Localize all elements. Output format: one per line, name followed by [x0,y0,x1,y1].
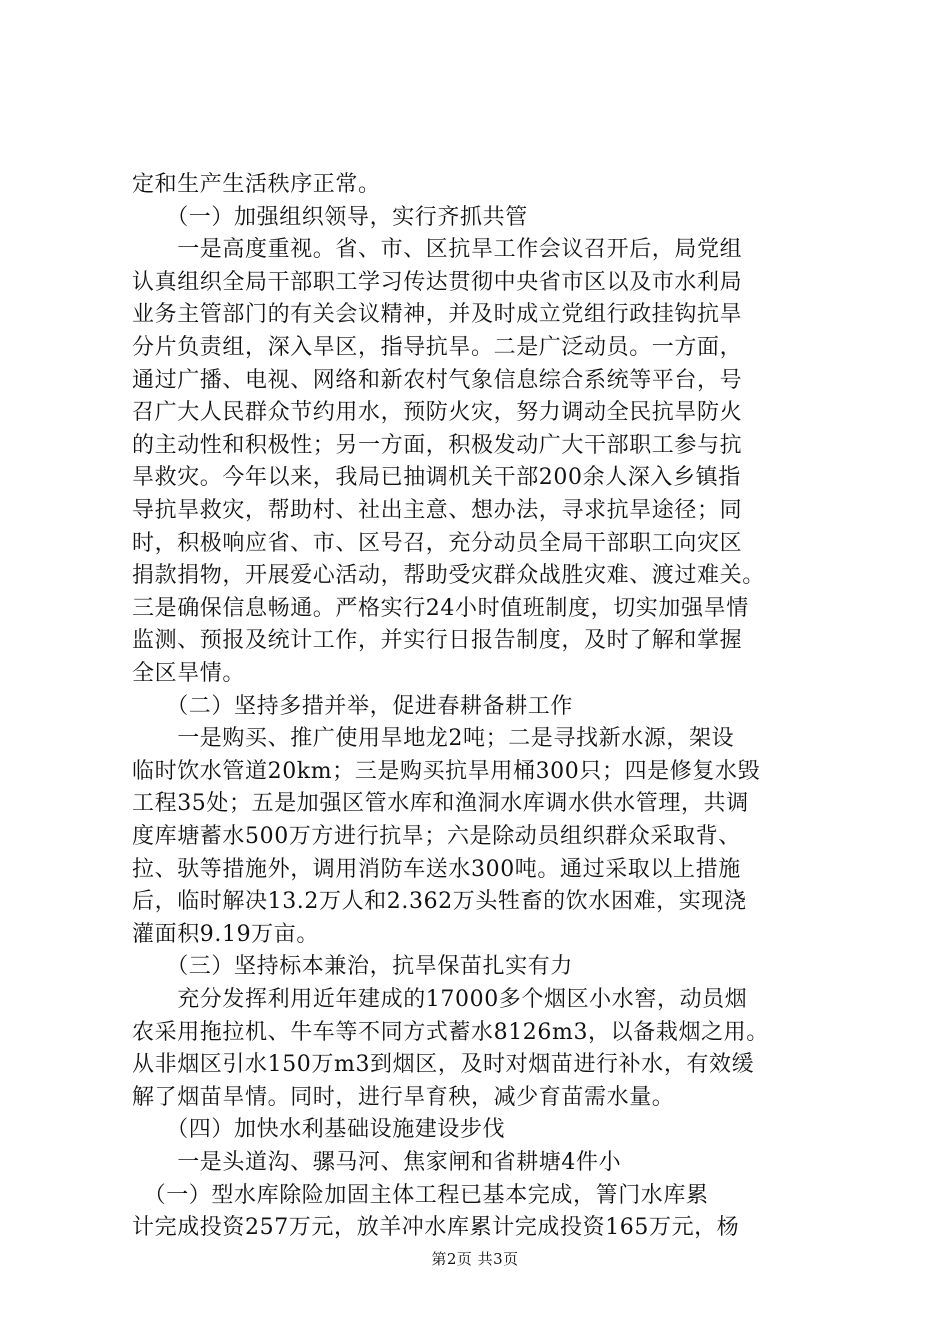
body-text-line: 召广大人民群众节约用水，预防火灾，努力调动全民抗旱防火 [132,400,743,426]
body-text-line: 全区旱情。 [132,661,246,686]
body-text-line: 计完成投资257万元，放羊冲水库累计完成投资165万元，杨 [132,1215,740,1241]
body-text-line: 拉、驮等措施外，调用消防车送水300吨。通过采取以上措施 [132,856,741,882]
body-text-line: 一是头道沟、骡马河、焦家闸和省耕塘4件小 [132,1150,622,1175]
body-text-line: 时，积极响应省、市、区号召，充分动员全局干部职工向灾区 [132,530,743,556]
body-text-line: 业务主管部门的有关会议精神，并及时成立党组行政挂钩抗旱 [132,302,743,328]
body-text-line: （一）加强组织领导，实行齐抓共管 [132,204,528,230]
body-text-line: 度库塘蓄水500万方进行抗旱；六是除动员组织群众采取背、 [132,824,741,849]
body-text-line: 一是购买、推广使用旱地龙2吨；二是寻找新水源，架设 [132,726,735,752]
body-text-line: （二）坚持多措并举，促进春耕备耕工作 [132,693,574,719]
body-text-line: 三是确保信息畅通。严格实行24小时值班制度，切实加强旱情 [132,595,749,621]
body-text-line: 一是高度重视。省、市、区抗旱工作会议召开后，局党组 [132,237,743,263]
body-text-line: 旱救灾。今年以来，我局已抽调机关干部200余人深入乡镇指 [132,465,741,491]
body-text-line: 灌面积9.19万亩。 [132,921,319,947]
body-text-line: 工程35处；五是加强区管水库和渔洞水库调水供水管理，共调 [132,791,749,817]
body-text-line: 通过广播、电视、网络和新农村气象信息综合系统等平台，号 [132,367,743,393]
body-text-line: 导抗旱救灾，帮助村、社出主意、想办法，寻求抗旱途径；同 [132,498,743,523]
body-text-line: 充分发挥利用近年建成的17000多个烟区小水窖，动员烟 [132,987,748,1012]
body-text-line: 认真组织全局干部职工学习传达贯彻中央省市区以及市水利局 [132,269,743,295]
body-text-line: 分片负责组，深入旱区，指导抗旱。二是广泛动员。一方面， [132,335,743,360]
body-text-line: 临时饮水管道20km；三是购买抗旱用桶300只；四是修复水毁 [132,758,761,784]
body-text-line: 农采用拖拉机、牛车等不同方式蓄水8126m3，以备栽烟之用。 [132,1019,769,1045]
body-text-line: （四）加快水利基础设施建设步伐 [132,1117,506,1143]
body-text-line: 解了烟苗旱情。同时，进行旱育秧，减少育苗需水量。 [132,1084,675,1110]
body-text-line: （一）型水库除险加固主体工程已基本完成，箐门水库累 [132,1182,709,1208]
body-text-line: 从非烟区引水150万m3到烟区，及时对烟苗进行补水，有效缓 [132,1052,755,1078]
body-text-line: 监测、预报及统计工作，并实行日报告制度，及时了解和掌握 [132,628,743,654]
body-text-line: 的主动性和积极性；另一方面，积极发动广大干部职工参与抗 [132,432,743,458]
body-text-line: 定和生产生活秩序正常。 [132,172,381,197]
body-text-line: 后，临时解决13.2万人和2.362万头牲畜的饮水困难，实现浇 [132,889,747,915]
body-text-line: 捐款捐物，开展爱心活动，帮助受灾群众战胜灾难、渡过难关。 [132,563,765,589]
page-footer: 第2页 共3页 [431,1250,519,1268]
body-text-line: （三）坚持标本兼治，抗旱保苗扎实有力 [132,954,574,980]
